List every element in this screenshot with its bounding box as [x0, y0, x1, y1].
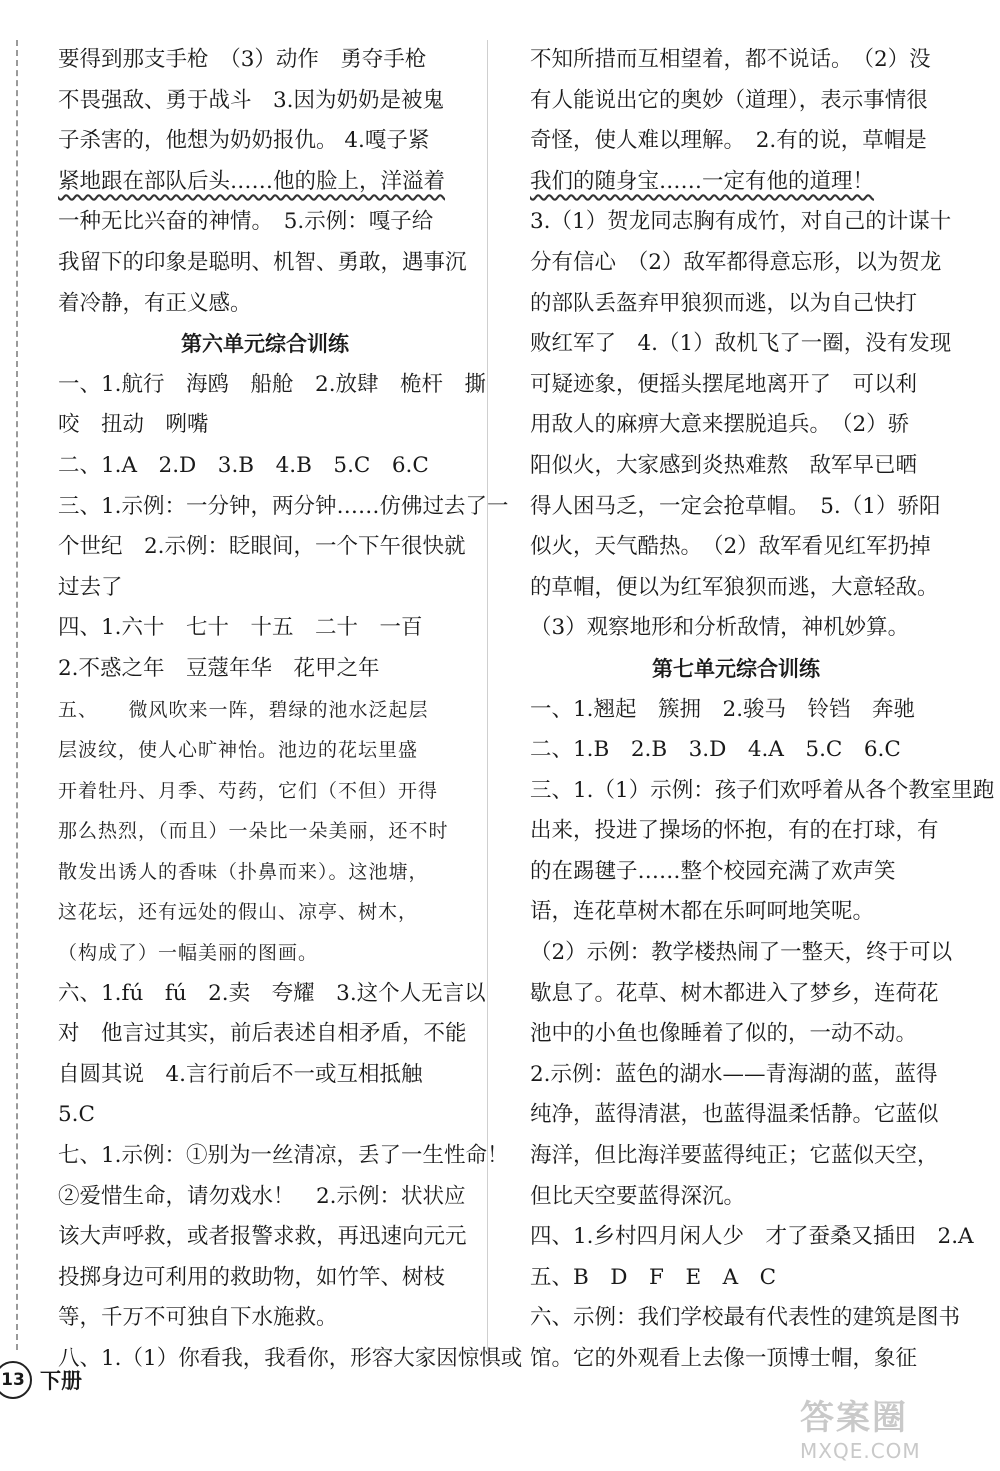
answer-line: 四、1.乡村四月闲人少 才了蚕桑又插田 2.A [530, 1224, 974, 1250]
answer-line: 要得到那支手枪 （3）动作 勇夺手枪 [58, 47, 427, 72]
binding-dashed-line [16, 40, 18, 1350]
answer-line: 一、1.翘起 簇拥 2.骏马 铃铛 奔驰 [530, 696, 916, 722]
answer-line: 我留下的印象是聪明、机智、勇敢，遇事沉 [58, 249, 467, 275]
answer-line: 二、1.B 2.B 3.D 4.A 5.C 6.C [530, 737, 901, 763]
section-heading: 第六单元综合训练 [181, 332, 349, 357]
page-number-badge: 13 [0, 1361, 32, 1399]
answer-line: 子杀害的，他想为奶奶报仇。 4.嘎子紧 [58, 128, 430, 154]
answer-line: 纯净，蓝得清湛，也蓝得温柔恬静。它蓝似 [530, 1102, 939, 1128]
answer-line: 开着牡丹、月季、芍药，它们（不但）开得 [58, 779, 439, 802]
volume-label: 下册 [40, 1369, 82, 1393]
answer-line: 六、1.fú fú 2.卖 夸耀 3.这个人无言以 [58, 980, 486, 1006]
answer-line: 语，连花草树木都在乐呵呵地笑呢。 [530, 899, 875, 925]
answer-line: 七、1.示例：①别为一丝清凉，丢了一生性命！ [58, 1143, 509, 1169]
answer-line: 层波纹，使人心旷神怡。池边的花坛里盛 [58, 739, 419, 762]
answer-line: 过去了 [58, 574, 123, 600]
answer-line: 5.C [58, 1102, 95, 1128]
answer-line: 投掷身边可利用的救助物，如竹竿、树枝 [58, 1264, 446, 1290]
watermark-title: 答案圈 [800, 1398, 908, 1438]
answer-line: 馆。它的外观看上去像一顶博士帽，象征 [530, 1346, 918, 1371]
watermark-url: MXQE.COM [800, 1439, 921, 1463]
answer-line: 散发出诱人的香味（扑鼻而来）。这池塘， [58, 860, 429, 883]
answer-line: 用敌人的麻痹大意来摆脱追兵。 （2）骄 [530, 412, 910, 438]
answer-line: 歇息了。花草、树木都进入了梦乡，连荷花 [530, 980, 939, 1006]
answer-line: 不畏强敌、勇于战斗 3.因为奶奶是被鬼 [58, 87, 445, 113]
answer-line: 池中的小鱼也像睡着了似的，一动不动。 [530, 1021, 918, 1047]
answer-line: 四、1.六十 七十 十五 二十 一百 [58, 615, 423, 641]
answer-line: 的草帽，便以为红军狼狈而逃，大意轻敌。 [530, 574, 939, 600]
answer-line: 不知所措而互相望着，都不说话。 （2）没 [530, 47, 931, 72]
answer-line: 但比天空要蓝得深沉。 [530, 1183, 746, 1209]
answer-line: 二、1.A 2.D 3.B 4.B 5.C 6.C [58, 452, 429, 478]
answer-line: 可疑迹象，便摇头摆尾地离开了 可以利 [530, 371, 918, 397]
answer-line: 阳似火，大家感到炎热难熬 敌军早已晒 [530, 452, 918, 478]
answer-line: 个世纪 2.示例：眨眼间，一个下午很快就 [58, 534, 466, 560]
answer-line: 自圆其说 4.言行前后不一或互相抵触 [58, 1061, 423, 1087]
answer-line: 似火，天气酷热。 （2）敌军看见红军扔掉 [530, 534, 931, 560]
answer-line: 得人困马乏，一定会抢草帽。 5.（1）骄阳 [530, 493, 941, 519]
answer-line: 三、1.示例：一分钟，两分钟……仿佛过去了一 [58, 493, 509, 519]
left-column [58, 40, 523, 1380]
answer-line: 该大声呼救，或者报警求救，再迅速向元元 [58, 1224, 467, 1250]
answer-line: 三、1.（1）示例：孩子们欢呼着从各个教室里跑 [530, 777, 995, 803]
section-heading: 第七单元综合训练 [652, 656, 820, 681]
answer-line: 这花坛，还有远处的假山、凉亭、树木， [58, 901, 419, 924]
answer-line: （2）示例：教学楼热闹了一整天，终于可以 [530, 940, 953, 966]
answer-line: 一种无比兴奋的神情。 5.示例：嘎子给 [58, 209, 434, 235]
answer-line: 的在踢毽子……整个校园充满了欢声笑 [530, 858, 896, 884]
answer-line: 3.（1）贺龙同志胸有成竹，对自己的计谋十 [530, 209, 952, 235]
answer-line: 六、示例：我们学校最有代表性的建筑是图书 [530, 1305, 961, 1331]
watermark-logo [800, 1390, 990, 1463]
answer-line: 对 他言过其实，前后表述自相矛盾，不能 [58, 1021, 467, 1047]
answer-line: 紧地跟在部队后头……他的脸上，洋溢着 [58, 168, 446, 194]
answer-line: 出来，投进了操场的怀抱，有的在打球，有 [530, 818, 939, 844]
right-column [530, 40, 995, 1380]
answer-line: 那么热烈，（而且）一朵比一朵美丽，还不时 [58, 820, 449, 843]
answer-line: 八、1.（1）你看我，我看你，形容大家因惊惧或 [58, 1346, 523, 1371]
answer-line: 分有信心 （2）敌军都得意忘形，以为贺龙 [530, 249, 942, 275]
answer-line: 海洋，但比海洋要蓝得纯正；它蓝似天空， [530, 1143, 939, 1169]
answer-line: 五、 微风吹来一阵，碧绿的池水泛起层 [58, 698, 429, 721]
answer-line: 我们的随身宝……一定有他的道理！ [530, 168, 875, 194]
answer-line: 等，千万不可独自下水施救。 [58, 1305, 338, 1331]
answer-line: 奇怪，使人难以理解。 2.有的说，草帽是 [530, 128, 927, 154]
answer-line: （3）观察地形和分析敌情，神机妙算。 [530, 615, 910, 641]
answer-line: ②爱惜生命，请勿戏水！ 2.示例：状状应 [58, 1183, 466, 1209]
answer-line: 败红军了 4.（1）敌机飞了一圈，没有发现 [530, 331, 952, 357]
answer-line: 2.示例：蓝色的湖水——青海湖的蓝，蓝得 [530, 1061, 938, 1087]
answer-line: （构成了）一幅美丽的图画。 [58, 942, 319, 965]
answer-line: 的部队丢盔弃甲狼狈而逃，以为自己快打 [530, 290, 918, 316]
answer-line: 咬 扭动 咧嘴 [58, 412, 209, 438]
answer-line: 2.不惑之年 豆蔻年华 花甲之年 [58, 655, 380, 681]
answer-line: 一、1.航行 海鸥 船舱 2.放肆 桅杆 撕 [58, 371, 487, 397]
page-footer [0, 1360, 82, 1400]
answer-line: 五、B D F E A C [530, 1264, 777, 1290]
answer-line: 有人能说出它的奥妙（道理），表示事情很 [530, 87, 928, 113]
answer-line: 着冷静，有正义感。 [58, 290, 252, 316]
